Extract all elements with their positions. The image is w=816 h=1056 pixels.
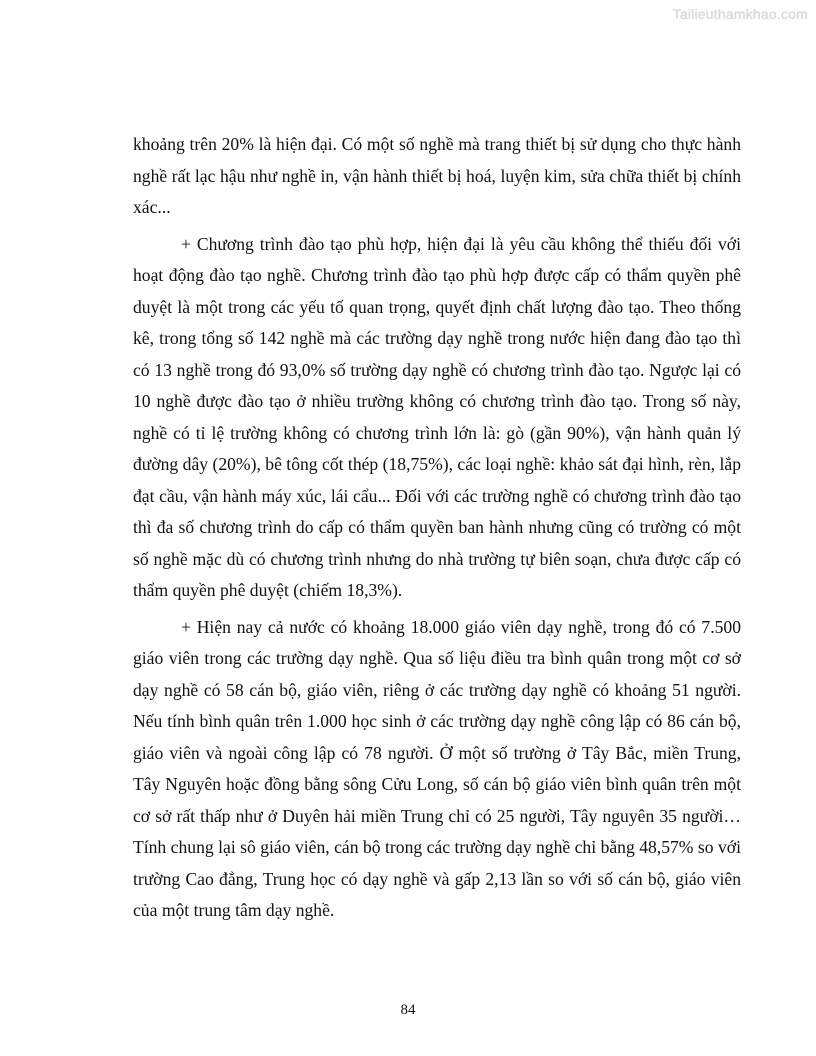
- paragraph-training-programs: + Chương trình đào tạo phù hợp, hiện đại là yêu cầu không thể thiếu đối với hoạt động đào tạo nghề. Chương trình đào tạo phù hợp được cấp có thẩm quyền phê duyệt là một trong các yếu tố quan trọng, quyết định chất lượng đào tạo. Theo thống kê, trong tổng số 142 nghề mà các trường dạy nghề trong nước hiện đang đào tạo thì có 13 nghề trong đó 93,0% số trường dạy nghề có chương trình đào tạo. Ngược lại có 10 nghề được đào tạo ở nhiều trường không có chương trình đào tạo. Trong số này, nghề có tỉ lệ trường không có chương trình lớn là: gò (gần 90%), vận hành quản lý đường dây (20%), bê tông cốt thép (18,75%), các loại nghề: khảo sát đại hình, rèn, lắp đạt cầu, vận hành máy xúc, lái cẩu... Đối với các trường nghề có chương trình đào tạo thì đa số chương trình do cấp có thẩm quyền ban hành nhưng cũng có trường có một số nghề mặc dù có chương trình nhưng do nhà trường tự biên soạn, chưa được cấp có thẩm quyền phê duyệt (chiếm 18,3%).: [133, 233, 741, 600]
- document-body: [133, 129, 741, 927]
- paragraph-teachers: + Hiện nay cả nước có khoảng 18.000 giáo viên dạy nghề, trong đó có 7.500 giáo viên trong các trường dạy nghề. Qua số liệu điều tra bình quân trong một cơ sở dạy nghề có 58 cán bộ, giáo viên, riêng ở các trường dạy nghề có khoảng 51 người. Nếu tính bình quân trên 1.000 học sinh ở các trường dạy nghề công lập có 86 cán bộ, giáo viên và ngoài công lập có 78 người. Ở một số trường ở Tây Bắc, miền Trung, Tây Nguyên hoặc đồng bằng sông Cửu Long, số cán bộ giáo viên bình quân trên một cơ sở rất thấp như ở Duyên hải miền Trung chỉ có 25 người, Tây nguyên 35 người… Tính chung lại sô giáo viên, cán bộ trong các trường dạy nghề chỉ bằng 48,57% so với trường Cao đẳng, Trung học có dạy nghề và gấp 2,13 lần so với số cán bộ, giáo viên của một trung tâm dạy nghề.: [133, 616, 741, 920]
- page-number: 84: [400, 1002, 416, 1018]
- watermark-text: Tailieuthamkhao.com: [672, 6, 808, 22]
- paragraph-equipment-continuation: khoảng trên 20% là hiện đại. Có một số nghề mà trang thiết bị sử dụng cho thực hành nghề rất lạc hậu như nghề in, vận hành thiết bị hoá, luyện kim, sửa chữa thiết bị chính xác...: [133, 134, 741, 217]
